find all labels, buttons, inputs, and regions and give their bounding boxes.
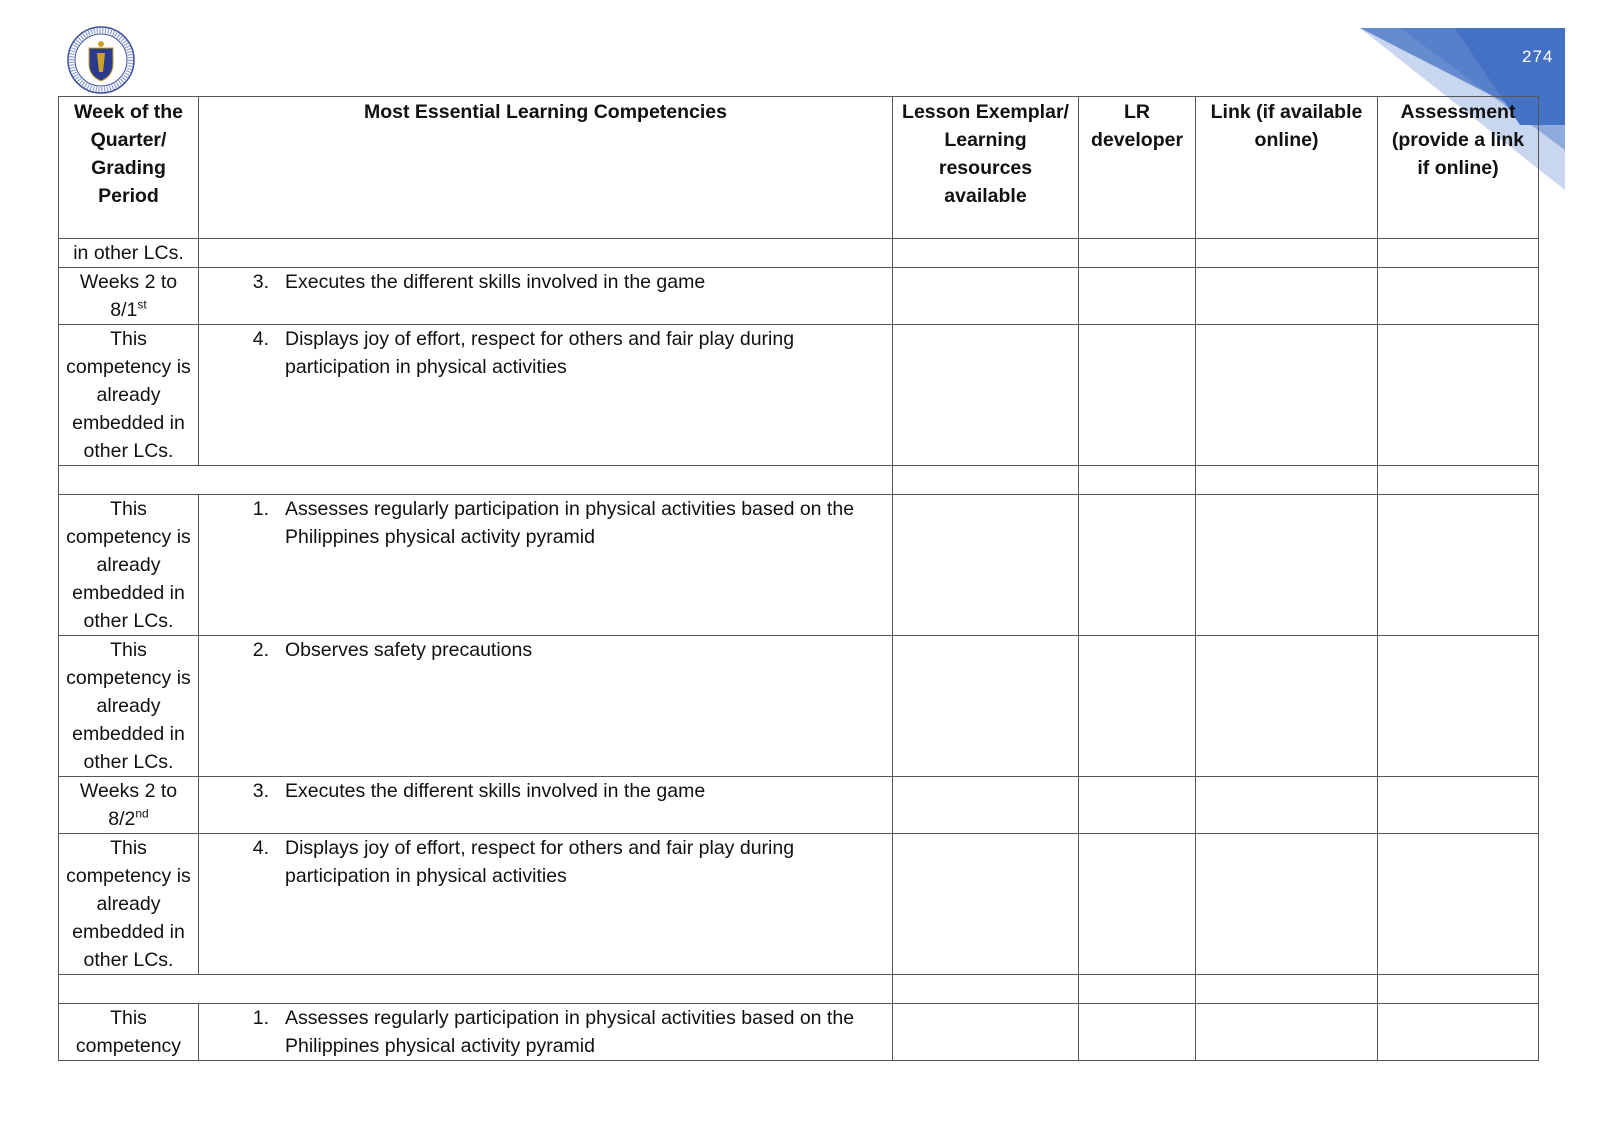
assessment-cell (1378, 636, 1539, 777)
assessment-cell (1378, 495, 1539, 636)
link-cell (1196, 239, 1378, 268)
competency-text: Executes the different skills involved in the game (285, 780, 706, 802)
lr-cell (1079, 239, 1196, 268)
lr-cell (1079, 495, 1196, 636)
link-cell (1196, 495, 1378, 636)
table-row (59, 239, 1539, 268)
lr-cell (1079, 268, 1196, 325)
competency-cell (199, 495, 893, 636)
competency-cell (199, 777, 893, 834)
deped-seal-icon (67, 26, 135, 94)
competency-cell (199, 834, 893, 975)
lr-cell (1079, 1004, 1196, 1061)
week-cell: in other LCs. (59, 239, 199, 268)
page-number: 274 (1522, 47, 1554, 66)
competency-text: Assesses regularly participation in physical activities based on the Philippines physical activity pyramid (285, 498, 855, 548)
lr-cell (1079, 777, 1196, 834)
week-cell (59, 777, 199, 834)
header-row (59, 97, 1539, 239)
competency-number: 4. (252, 328, 269, 350)
table-row (59, 834, 1539, 975)
lesson-cell (893, 325, 1079, 466)
assessment-cell (1378, 268, 1539, 325)
week-sup: st (137, 297, 147, 312)
table-row-blank (59, 466, 1539, 495)
link-cell (1196, 777, 1378, 834)
week-text: Weeks 2 to 8/1 (79, 271, 178, 321)
lesson-cell (893, 777, 1079, 834)
lr-cell (1079, 636, 1196, 777)
lr-cell (1079, 975, 1196, 1004)
table-row (59, 268, 1539, 325)
blank-cell (59, 975, 893, 1004)
link-cell (1196, 268, 1378, 325)
competency-text: Displays joy of effort, respect for others and fair play during participation in physical activities (285, 328, 795, 378)
table-row-blank (59, 975, 1539, 1004)
competency-number: 4. (252, 837, 269, 859)
week-cell: This competency is already embedded in other LCs. (59, 636, 199, 777)
link-cell (1196, 466, 1378, 495)
competency-cell (199, 1004, 893, 1061)
week-cell: This competency (59, 1004, 199, 1061)
lesson-cell (893, 466, 1079, 495)
header-link: Link (if available online) (1196, 97, 1378, 239)
week-sup: nd (135, 806, 149, 821)
assessment-cell (1378, 466, 1539, 495)
competency-number: 3. (252, 271, 269, 293)
competency-text: Executes the different skills involved in the game (285, 271, 706, 293)
blank-cell (59, 466, 893, 495)
link-cell (1196, 1004, 1378, 1061)
assessment-cell (1378, 1004, 1539, 1061)
assessment-cell (1378, 777, 1539, 834)
header-week: Week of the Quarter/ Grading Period (59, 97, 199, 239)
competency-number: 1. (252, 498, 269, 520)
table-row (59, 1004, 1539, 1061)
table-row (59, 495, 1539, 636)
competency-number: 3. (252, 780, 269, 802)
competency-text: Displays joy of effort, respect for others and fair play during participation in physical activities (285, 837, 795, 887)
competency-cell (199, 325, 893, 466)
header-lr: LR developer (1079, 97, 1196, 239)
header-melc: Most Essential Learning Competencies (199, 97, 893, 239)
competency-cell (199, 239, 893, 268)
lesson-cell (893, 495, 1079, 636)
lr-cell (1079, 325, 1196, 466)
week-text: Weeks 2 to 8/2 (79, 780, 178, 830)
competency-text: Assesses regularly participation in physical activities based on the Philippines physical activity pyramid (285, 1007, 855, 1057)
link-cell (1196, 325, 1378, 466)
table-row (59, 777, 1539, 834)
header-lesson: Lesson Exemplar/ Learning resources available (893, 97, 1079, 239)
competency-number: 1. (252, 1007, 269, 1029)
link-cell (1196, 636, 1378, 777)
week-cell: This competency is already embedded in other LCs. (59, 834, 199, 975)
lesson-cell (893, 975, 1079, 1004)
competency-cell (199, 636, 893, 777)
lesson-cell (893, 834, 1079, 975)
week-cell (59, 268, 199, 325)
competency-text: Observes safety precautions (285, 639, 533, 661)
competency-number: 2. (252, 639, 269, 661)
link-cell (1196, 975, 1378, 1004)
assessment-cell (1378, 834, 1539, 975)
table-row (59, 636, 1539, 777)
assessment-cell (1378, 325, 1539, 466)
week-cell: This competency is already embedded in other LCs. (59, 495, 199, 636)
lesson-cell (893, 239, 1079, 268)
melc-table (58, 96, 1539, 1061)
table-row (59, 325, 1539, 466)
assessment-cell (1378, 975, 1539, 1004)
competency-cell (199, 268, 893, 325)
lr-cell (1079, 466, 1196, 495)
link-cell (1196, 834, 1378, 975)
lesson-cell (893, 1004, 1079, 1061)
lesson-cell (893, 268, 1079, 325)
lesson-cell (893, 636, 1079, 777)
lr-cell (1079, 834, 1196, 975)
header-assessment: Assessment (provide a link if online) (1378, 97, 1539, 239)
week-cell: This competency is already embedded in other LCs. (59, 325, 199, 466)
assessment-cell (1378, 239, 1539, 268)
